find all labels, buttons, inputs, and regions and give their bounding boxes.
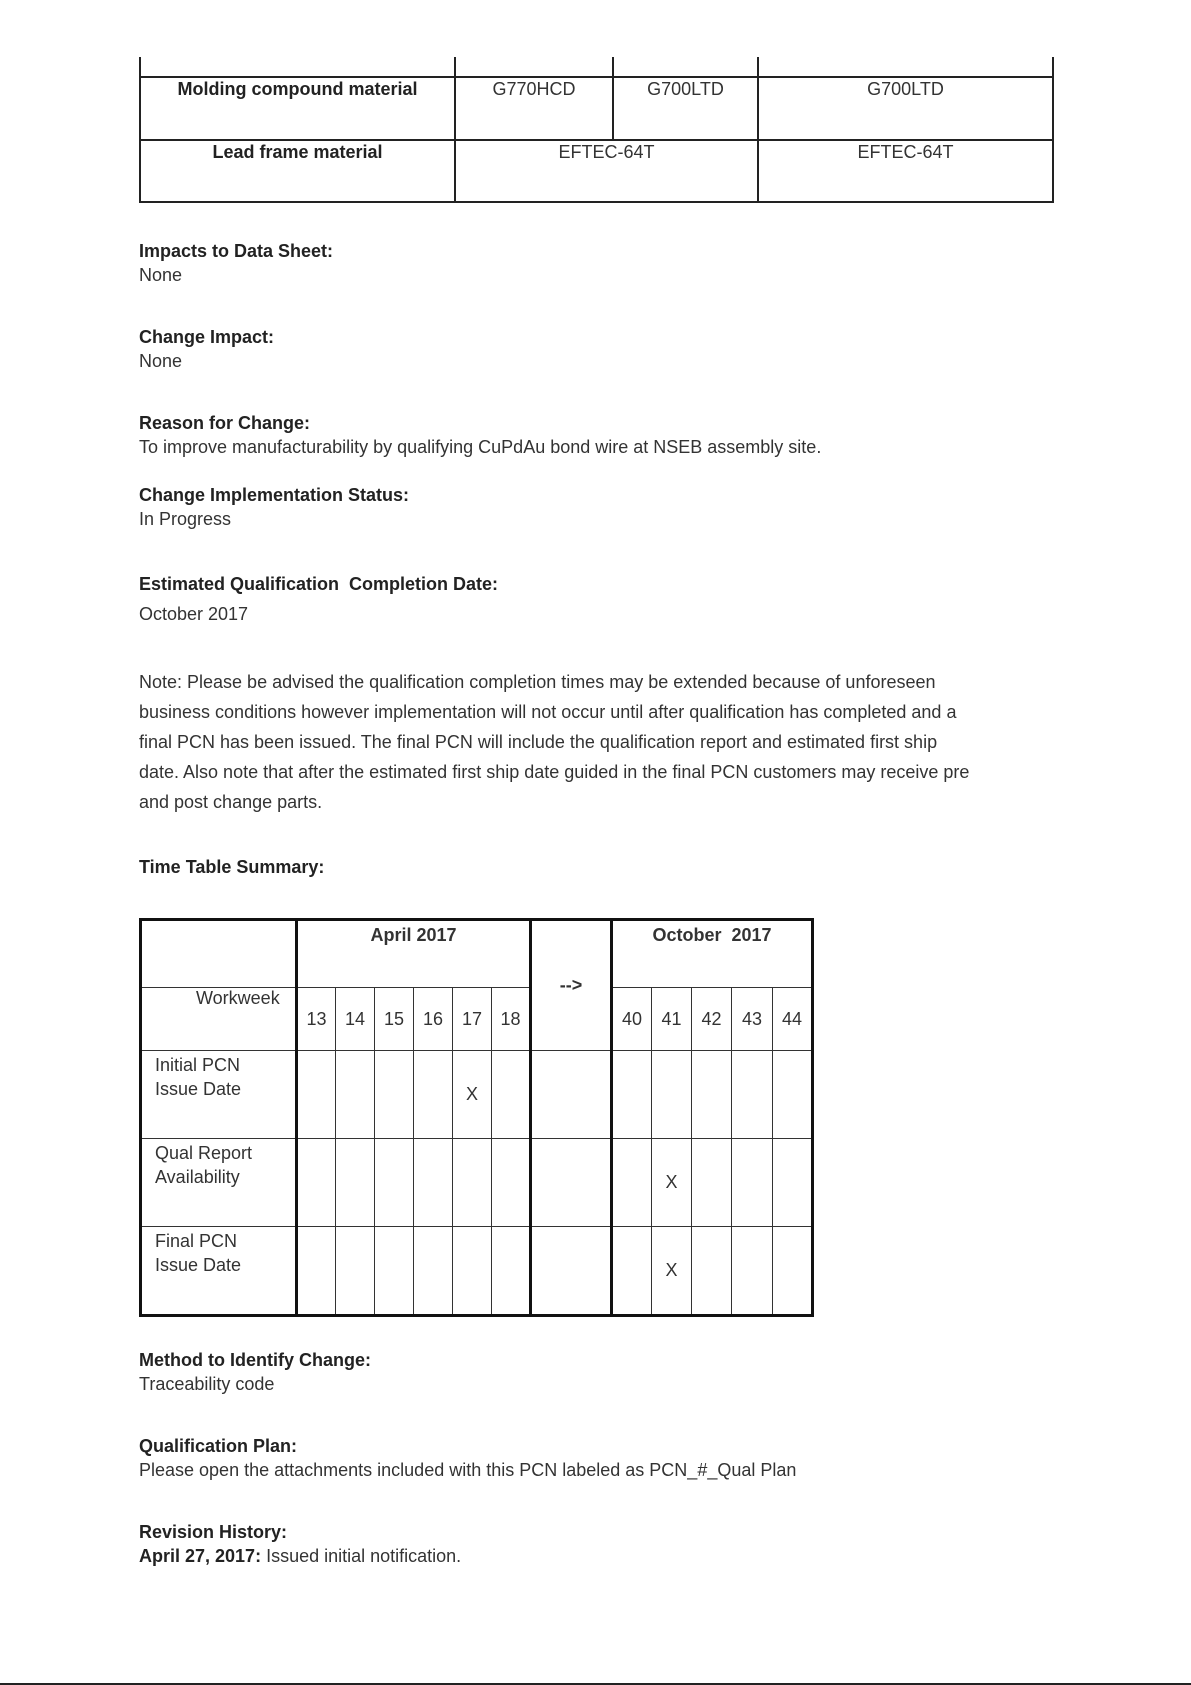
mark-cell: [612, 1051, 652, 1139]
molding-compound-col-a: G770HCD: [492, 79, 576, 99]
table-row: [141, 1051, 813, 1139]
timetable-corner: [141, 920, 297, 988]
row-label: Initial PCN Issue Date: [141, 1051, 297, 1139]
timetable-heading: Time Table Summary:: [139, 857, 325, 877]
mark-cell: [492, 1051, 531, 1139]
mark-cell: [414, 1051, 453, 1139]
mark-cell: [414, 1227, 453, 1316]
table-row: [141, 1227, 813, 1316]
change-impact-value: None: [139, 351, 183, 371]
mark-cell: [297, 1139, 336, 1227]
lead-frame-col-c: EFTEC-64T: [857, 142, 954, 162]
revision-date: April 27, 2017:: [139, 1546, 262, 1566]
week-cell: 43: [732, 988, 773, 1051]
revision-heading: Revision History:: [139, 1522, 288, 1542]
impacts-value: None: [139, 265, 183, 285]
mark-cell: [773, 1227, 813, 1316]
completion-value: October 2017: [139, 604, 249, 624]
gap-cell: [531, 1227, 612, 1316]
molding-compound-col-b: G700LTD: [647, 79, 724, 99]
workweek-label: Workweek: [141, 988, 297, 1051]
arrow-icon: -->: [531, 920, 612, 1051]
gap-cell: [531, 1051, 612, 1139]
mark-cell: [612, 1227, 652, 1316]
revision-text: Issued initial notification.: [261, 1546, 462, 1566]
molding-compound-col-c: G700LTD: [867, 79, 944, 99]
week-cell: 44: [773, 988, 813, 1051]
mark-cell: [336, 1227, 375, 1316]
status-value: In Progress: [139, 509, 232, 529]
mark-cell: [336, 1139, 375, 1227]
mark-cell: [652, 1051, 692, 1139]
mark-cell: [773, 1051, 813, 1139]
week-cell: 16: [414, 988, 453, 1051]
mark-cell: [692, 1051, 732, 1139]
note-line: and post change parts.: [139, 792, 323, 812]
mark-cell: [297, 1051, 336, 1139]
reason-value: To improve manufacturability by qualifying CuPdAu bond wire at NSEB assembly site.: [139, 437, 822, 457]
lead-frame-col-ab: EFTEC-64T: [558, 142, 655, 162]
molding-compound-label: Molding compound material: [177, 79, 418, 99]
week-cell: 41: [652, 988, 692, 1051]
week-cell: 13: [297, 988, 336, 1051]
week-cell: 14: [336, 988, 375, 1051]
note-line: Note: Please be advised the qualification completion times may be extended because of unforeseen: [139, 672, 936, 692]
mark-cell: [375, 1227, 414, 1316]
impacts-heading: Impacts to Data Sheet:: [139, 241, 334, 261]
mark-cell: [612, 1139, 652, 1227]
month-october-2017: October 2017: [612, 920, 813, 988]
method-heading: Method to Identify Change:: [139, 1350, 371, 1370]
month-april-2017: April 2017: [297, 920, 531, 988]
mark-cell: [453, 1227, 492, 1316]
mark-cell: [732, 1227, 773, 1316]
mark-cell: X: [652, 1139, 692, 1227]
note-paragraph: [139, 667, 1069, 817]
week-cell: 17: [453, 988, 492, 1051]
mark-cell: X: [652, 1227, 692, 1316]
mark-cell: [414, 1139, 453, 1227]
mark-cell: [692, 1139, 732, 1227]
mark-cell: [692, 1227, 732, 1316]
row-label: Final PCN Issue Date: [141, 1227, 297, 1316]
week-cell: 42: [692, 988, 732, 1051]
qual-plan-heading: Qualification Plan:: [139, 1436, 298, 1456]
mark-cell: [375, 1051, 414, 1139]
mark-cell: [773, 1139, 813, 1227]
qual-plan-value: Please open the attachments included with this PCN labeled as PCN_#_Qual Plan: [139, 1460, 797, 1480]
note-line: final PCN has been issued. The final PCN will include the qualification report and estimated first ship: [139, 732, 938, 752]
mark-cell: [336, 1051, 375, 1139]
mark-cell: [492, 1227, 531, 1316]
mark-cell: [732, 1139, 773, 1227]
timetable: [139, 918, 814, 1317]
note-line: business conditions however implementation will not occur until after qualification has completed and a: [139, 702, 957, 722]
gap-cell: [531, 1139, 612, 1227]
week-cell: 40: [612, 988, 652, 1051]
mark-cell: [375, 1139, 414, 1227]
mark-cell: [492, 1139, 531, 1227]
row-label: Qual Report Availability: [141, 1139, 297, 1227]
change-impact-heading: Change Impact:: [139, 327, 275, 347]
completion-heading: Estimated Qualification Completion Date:: [139, 574, 499, 594]
week-cell: 15: [375, 988, 414, 1051]
mark-cell: [732, 1051, 773, 1139]
note-line: date. Also note that after the estimated first ship date guided in the final PCN customers may receive pre: [139, 762, 970, 782]
lead-frame-label: Lead frame material: [212, 142, 383, 162]
revision-entry: [139, 1546, 461, 1567]
table-row: [141, 1139, 813, 1227]
method-value: Traceability code: [139, 1374, 275, 1394]
status-heading: Change Implementation Status:: [139, 485, 410, 505]
reason-heading: Reason for Change:: [139, 413, 311, 433]
week-cell: 18: [492, 988, 531, 1051]
mark-cell: X: [453, 1051, 492, 1139]
mark-cell: [297, 1227, 336, 1316]
mark-cell: [453, 1139, 492, 1227]
